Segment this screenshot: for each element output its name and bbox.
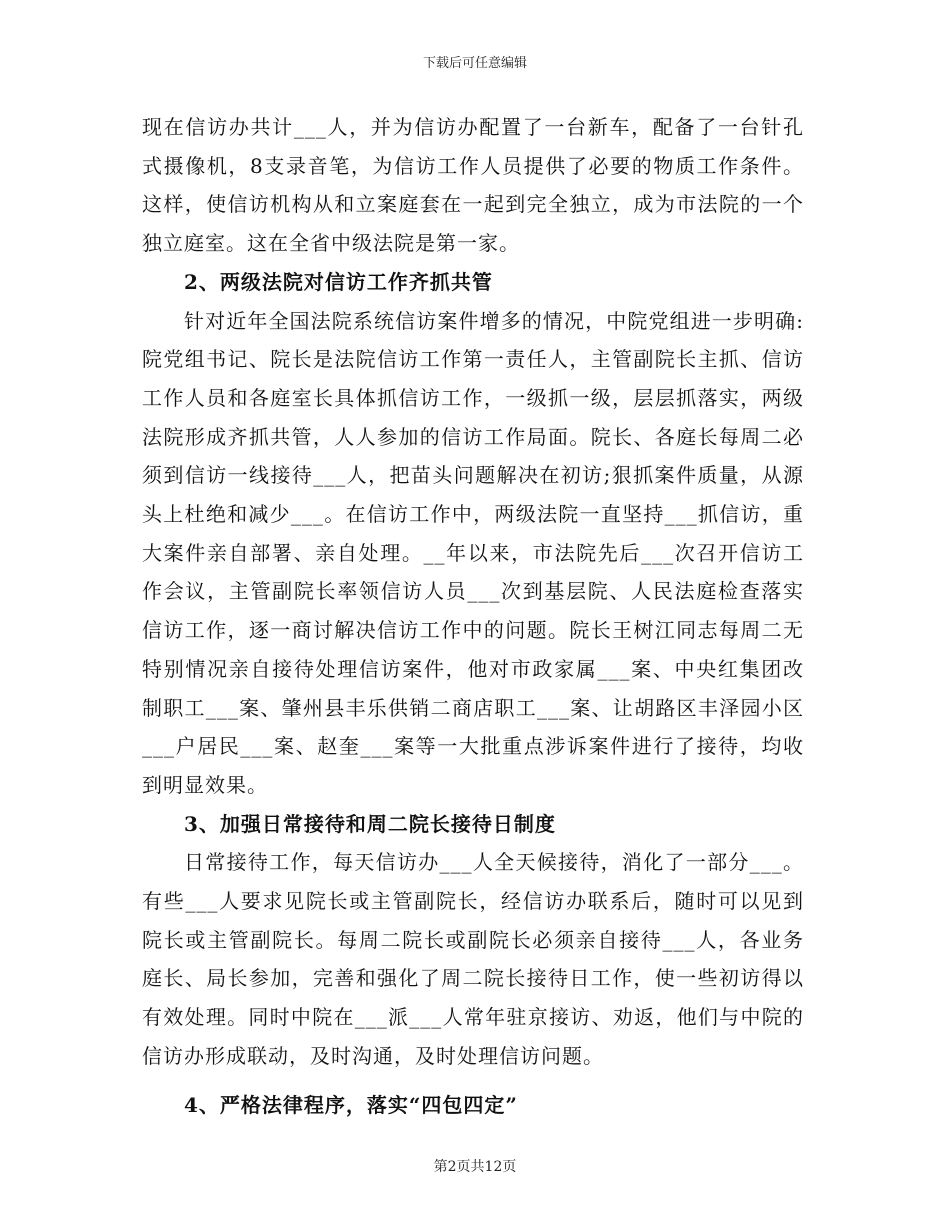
section-heading-4: 4、严格法律程序，落实“四包四定”	[184, 1092, 518, 1117]
section-heading-2: 2、两级法院对信访工作齐抓共管	[184, 269, 493, 294]
page-header: 下载后可任意编辑	[422, 56, 527, 71]
paragraph-1: 现在信访办共计___人，并为信访办配置了一台新车，配备了一台针孔式摄像机，8支录音笔，为信访工作人员提供了必要的物质工作条件。这样，使信访机构从和立案庭套在一起到完全独立，成为市法院的一个独立庭室。这在全省中级法院是第一家。	[142, 115, 804, 256]
page-footer: 第2页共12页	[433, 1159, 517, 1175]
paragraph-3: 日常接待工作，每天信访办___人全天候接待，消化了一部分___。有些___人要求见院长或主管副院长，经信访办联系后，随时可以见到院长或主管副院长。每周二院长或副院长必须亲自接待___人，各业务庭长、局长参加，完善和强化了周二院长接待日工作，使一些初访得以有效处理。同时中院在___派___人常年驻京接访、劝返，他们与中院的信访办形成联动，及时沟通，及时处理信访问题。	[142, 850, 804, 1068]
document-body	[142, 108, 804, 1124]
paragraph-2: 针对近年全国法院系统信访案件增多的情况，中院党组进一步明确:院党组书记、院长是法院信访工作第一责任人，主管副院长主抓、信访工作人员和各庭室长具体抓信访工作，一级抓一级，层层抓落实，两级法院形成齐抓共管，人人参加的信访工作局面。院长、各庭长每周二必须到信访一线接待___人，把苗头问题解决在初访;狠抓案件质量，从源头上杜绝和减少___。在信访工作中，两级法院一直坚持___抓信访，重大案件亲自部署、亲自处理。__年以来，市法院先后___次召开信访工作会议，主管副院长率领信访人员___次到基层院、人民法庭检查落实信访工作，逐一商讨解决信访工作中的问题。院长王树江同志每周二无特别情况亲自接待处理信访案件，他对市政家属___案、中央红集团改制职工___案、肇州县丰乐供销二商店职工___案、让胡路区丰泽园小区___户居民___案、赵奎___案等一大批重点涉诉案件进行了接待，均收到明显效果。	[142, 308, 804, 797]
section-heading-3: 3、加强日常接待和周二院长接待日制度	[184, 811, 556, 836]
